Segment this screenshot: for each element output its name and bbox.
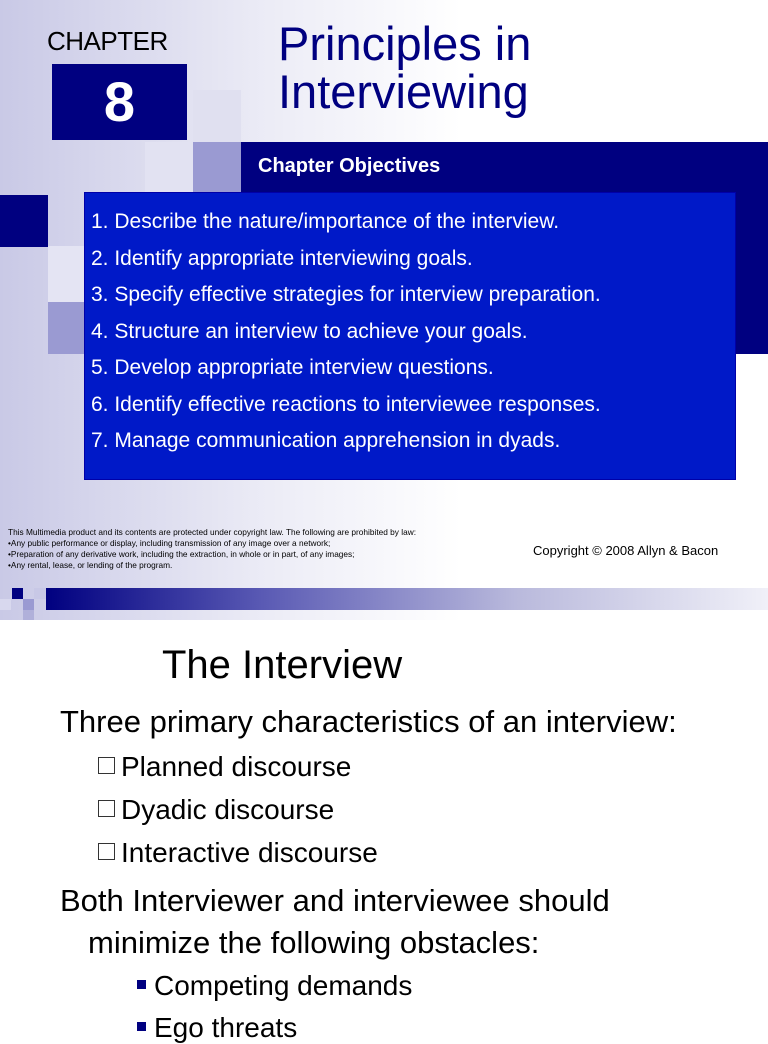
objective-item: 5. Develop appropriate interview questions. (91, 356, 494, 379)
obstacles-lead-line-2: minimize the following obstacles: (88, 925, 540, 960)
legal-line: This Multimedia product and its contents are protected under copyright law. The following are prohibited by law: (8, 527, 416, 537)
checkbox-bullet-icon (98, 757, 115, 774)
copyright-text: Copyright © 2008 Allyn & Bacon (533, 543, 719, 558)
decor-square (34, 588, 46, 599)
legal-line: •Any rental, lease, or lending of the program. (8, 560, 173, 570)
decor-square (12, 588, 23, 599)
chapter-label: CHAPTER (47, 26, 168, 56)
slide-the-interview (0, 620, 768, 1043)
obstacle-label: Competing demands (154, 970, 413, 1001)
slide-title: The Interview (162, 643, 403, 687)
obstacles-lead (60, 880, 610, 964)
obstacle-item (137, 1012, 297, 1044)
decor-square (0, 599, 11, 610)
objective-item: 4. Structure an interview to achieve your goals. (91, 319, 528, 343)
square-bullet-icon (137, 1022, 146, 1031)
checkbox-bullet-icon (98, 843, 115, 860)
characteristic-item (98, 794, 334, 826)
legal-line: •Preparation of any derivative work, including the extraction, in whole or in part, of any images; (8, 549, 355, 559)
decor-square (48, 302, 84, 354)
characteristic-label: Planned discourse (121, 751, 352, 782)
characteristic-label: Interactive discourse (121, 837, 378, 868)
objective-item: 2. Identify appropriate interviewing goals. (91, 246, 473, 270)
title-line-1: Principles in (278, 17, 532, 70)
checkbox-bullet-icon (98, 800, 115, 817)
characteristic-item (98, 837, 378, 869)
decor-square (145, 142, 193, 192)
footer-bar (46, 588, 768, 610)
characteristics-lead: Three primary characteristics of an interview: (60, 704, 677, 739)
obstacle-label: Ego threats (154, 1012, 298, 1043)
objectives-heading: Chapter Objectives (258, 155, 441, 177)
characteristic-label: Dyadic discourse (121, 794, 335, 825)
obstacle-item (137, 970, 412, 1002)
slide-title (278, 17, 532, 118)
chapter-number: 8 (52, 64, 187, 140)
decor-square (48, 246, 84, 302)
legal-line: •Any public performance or display, including transmission of any image over a network; (8, 538, 331, 548)
decor-square (193, 142, 241, 192)
objective-item: 7. Manage communication apprehension in dyads. (91, 429, 561, 452)
obstacles-lead-line-1: Both Interviewer and interviewee should (60, 883, 610, 918)
decor-square (0, 195, 48, 247)
legal-notice (8, 527, 416, 571)
objective-item: 6. Identify effective reactions to interviewee responses. (91, 392, 601, 416)
decor-square (23, 610, 34, 620)
objective-item: 3. Specify effective strategies for interview preparation. (91, 283, 601, 306)
title-line-2: Interviewing (278, 65, 529, 118)
objectives-list (91, 204, 601, 460)
characteristic-item (98, 751, 351, 783)
square-bullet-icon (137, 980, 146, 989)
decor-square (23, 599, 34, 610)
objective-item: 1. Describe the nature/importance of the interview. (91, 210, 560, 233)
decor-square (193, 90, 241, 142)
